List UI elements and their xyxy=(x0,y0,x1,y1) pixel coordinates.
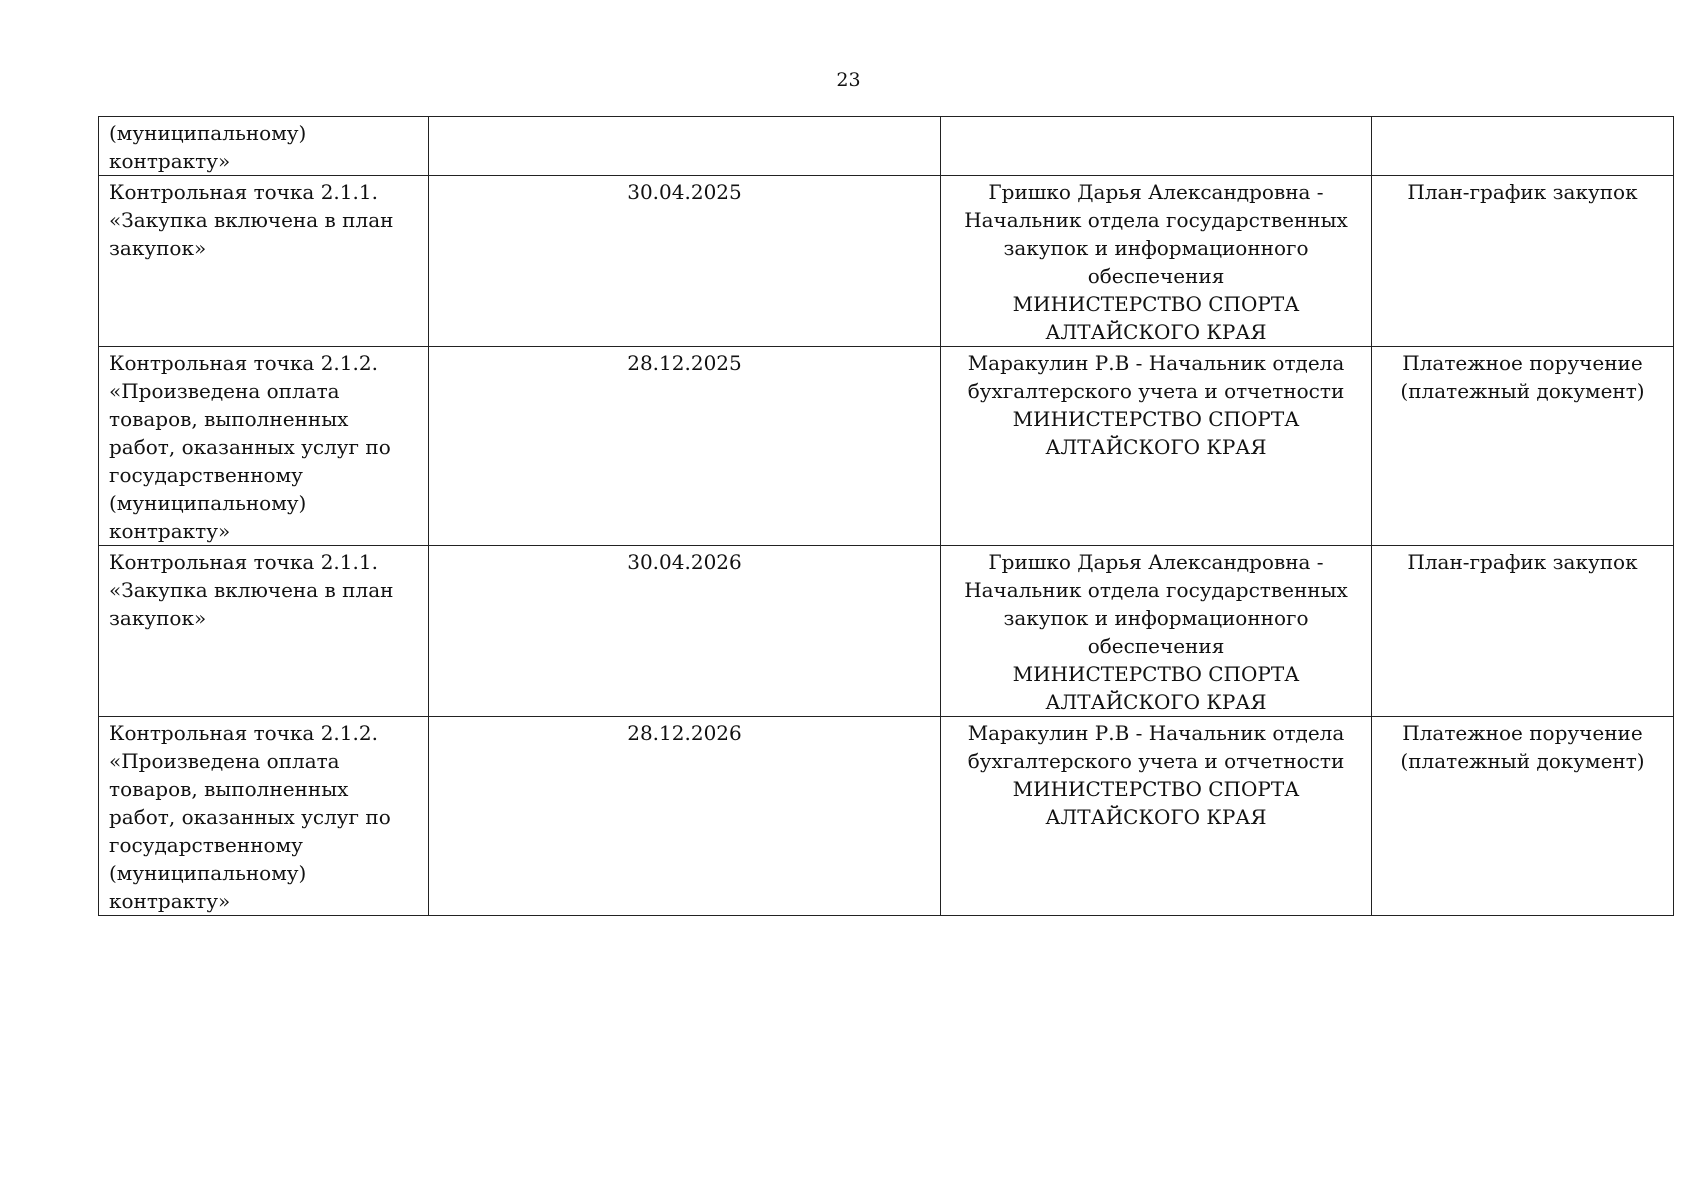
date-cell-text: 28.12.2026 xyxy=(627,721,742,745)
responsible-cell-line: АЛТАЙСКОГО КРАЯ xyxy=(1045,435,1267,459)
event-cell-line: работ, оказанных услуг по xyxy=(109,435,391,459)
responsible-cell xyxy=(941,117,1372,176)
event-cell-line: государственному xyxy=(109,463,303,487)
responsible-cell-line: закупок и информационного xyxy=(1003,606,1309,630)
event-cell-line: Контрольная точка 2.1.2. xyxy=(109,721,378,745)
table-row xyxy=(99,176,1674,347)
date-cell-text: 30.04.2026 xyxy=(627,550,742,574)
responsible-cell xyxy=(941,347,1372,546)
event-cell xyxy=(99,717,429,916)
event-cell-line: контракту» xyxy=(109,519,231,543)
responsible-cell-line: МИНИСТЕРСТВО СПОРТА xyxy=(1012,292,1300,316)
responsible-cell-line: бухгалтерского учета и отчетности xyxy=(967,749,1345,773)
document-cell xyxy=(1372,176,1674,347)
document-cell xyxy=(1372,546,1674,717)
date-cell xyxy=(429,717,941,916)
document-cell-line: План-график закупок xyxy=(1407,180,1638,204)
event-cell-line: «Произведена оплата xyxy=(109,749,340,773)
event-cell-line: товаров, выполненных xyxy=(109,407,349,431)
document-cell-line: Платежное поручение xyxy=(1402,351,1643,375)
page-number: 23 xyxy=(836,69,861,91)
event-cell xyxy=(99,176,429,347)
document-cell-line: (платежный документ) xyxy=(1400,379,1645,403)
event-cell-line: Контрольная точка 2.1.1. xyxy=(109,180,378,204)
document-cell xyxy=(1372,117,1674,176)
event-cell-line: государственному xyxy=(109,833,303,857)
event-cell-line: контракту» xyxy=(109,149,231,173)
date-cell xyxy=(429,347,941,546)
document-cell-line: (платежный документ) xyxy=(1400,749,1645,773)
date-cell xyxy=(429,117,941,176)
event-cell-line: закупок» xyxy=(109,236,207,260)
responsible-cell-line: МИНИСТЕРСТВО СПОРТА xyxy=(1012,777,1300,801)
event-cell-line: работ, оказанных услуг по xyxy=(109,805,391,829)
event-cell-line: Контрольная точка 2.1.1. xyxy=(109,550,378,574)
responsible-cell-line: АЛТАЙСКОГО КРАЯ xyxy=(1045,690,1267,714)
responsible-cell-line: обеспечения xyxy=(1087,264,1225,288)
event-cell-line: (муниципальному) xyxy=(109,121,307,145)
event-cell-line: товаров, выполненных xyxy=(109,777,349,801)
responsible-cell-line: Начальник отдела государственных xyxy=(964,578,1348,602)
responsible-cell xyxy=(941,546,1372,717)
date-cell-text: 28.12.2025 xyxy=(627,351,742,375)
table-row xyxy=(99,117,1674,176)
table-body xyxy=(99,117,1674,916)
date-cell-text: 30.04.2025 xyxy=(627,180,742,204)
control-points-table xyxy=(98,116,1674,916)
document-cell-line: Платежное поручение xyxy=(1402,721,1643,745)
responsible-cell-line: МИНИСТЕРСТВО СПОРТА xyxy=(1012,407,1300,431)
event-cell-line: Контрольная точка 2.1.2. xyxy=(109,351,378,375)
document-cell xyxy=(1372,347,1674,546)
event-cell xyxy=(99,117,429,176)
responsible-cell-line: Маракулин Р.В - Начальник отдела xyxy=(967,721,1345,745)
responsible-cell-line: МИНИСТЕРСТВО СПОРТА xyxy=(1012,662,1300,686)
responsible-cell-line: обеспечения xyxy=(1087,634,1225,658)
document-cell xyxy=(1372,717,1674,916)
event-cell-line: закупок» xyxy=(109,606,207,630)
date-cell xyxy=(429,546,941,717)
responsible-cell-line: Гришко Дарья Александровна - xyxy=(988,550,1324,574)
responsible-cell xyxy=(941,176,1372,347)
event-cell-line: «Произведена оплата xyxy=(109,379,340,403)
event-cell-line: (муниципальному) xyxy=(109,491,307,515)
responsible-cell-line: бухгалтерского учета и отчетности xyxy=(967,379,1345,403)
date-cell xyxy=(429,176,941,347)
responsible-cell xyxy=(941,717,1372,916)
event-cell-line: «Закупка включена в план xyxy=(109,208,394,232)
responsible-cell-line: АЛТАЙСКОГО КРАЯ xyxy=(1045,805,1267,829)
document-cell-line: План-график закупок xyxy=(1407,550,1638,574)
event-cell-line: контракту» xyxy=(109,889,231,913)
responsible-cell-line: Гришко Дарья Александровна - xyxy=(988,180,1324,204)
event-cell-line: «Закупка включена в план xyxy=(109,578,394,602)
event-cell xyxy=(99,347,429,546)
responsible-cell-line: Маракулин Р.В - Начальник отдела xyxy=(967,351,1345,375)
responsible-cell-line: закупок и информационного xyxy=(1003,236,1309,260)
table-row xyxy=(99,347,1674,546)
table-row xyxy=(99,546,1674,717)
table-row xyxy=(99,717,1674,916)
responsible-cell-line: Начальник отдела государственных xyxy=(964,208,1348,232)
event-cell xyxy=(99,546,429,717)
responsible-cell-line: АЛТАЙСКОГО КРАЯ xyxy=(1045,320,1267,344)
event-cell-line: (муниципальному) xyxy=(109,861,307,885)
